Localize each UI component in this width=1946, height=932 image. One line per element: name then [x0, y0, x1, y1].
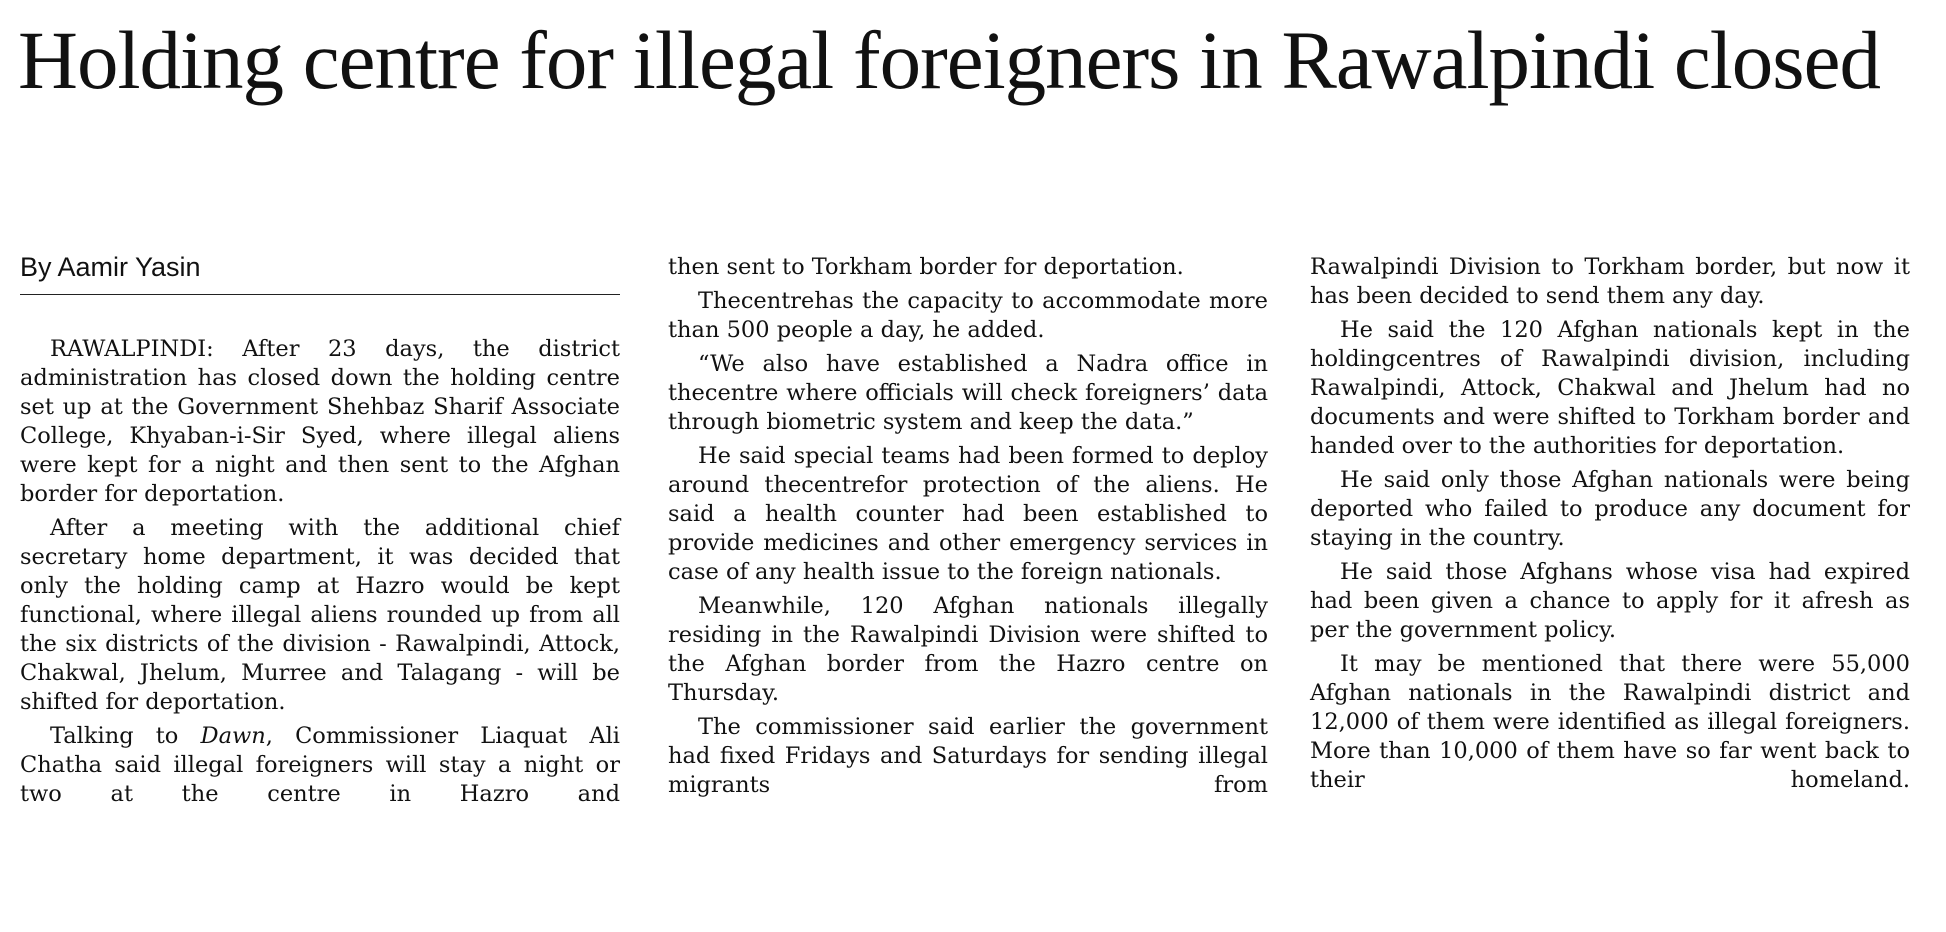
- paragraph-text: , Commissioner Liaquat Ali Chatha said illegal foreigners will stay a night or two at the centre in Hazro and: [20, 723, 620, 807]
- paragraph: “We also have established a Nadra office in thecentre where officials will check foreigners’ data through biometric system and keep the data.”: [668, 351, 1268, 435]
- paragraph: He said those Afghans whose visa had expired had been given a chance to apply for it afresh as per the government policy.: [1310, 559, 1910, 643]
- article-column-2: [668, 253, 1268, 805]
- paragraph: Thecentrehas the capacity to accommodate more than 500 people a day, he added.: [668, 288, 1268, 343]
- paragraph: [20, 722, 620, 809]
- paragraph: RAWALPINDI: After 23 days, the district administration has closed down the holding centre set up at the Government Shehbaz Sharif Associate College, Khyaban-i-Sir Syed, where illegal aliens were kept for a night and then sent to the Afghan border for deportation.: [20, 336, 620, 507]
- paragraph: He said special teams had been formed to deploy around thecentrefor protection of the aliens. He said a health counter had been established to provide medicines and other emergency services in case of any health issue to the foreign nationals.: [668, 443, 1268, 585]
- headline: Holding centre for illegal foreigners in Rawalpindi closed: [18, 14, 1880, 106]
- article-column-3: [1310, 253, 1910, 800]
- paragraph: Meanwhile, 120 Afghan nationals illegally residing in the Rawalpindi Division were shifted to the Afghan border from the Hazro centre on Thursday.: [668, 593, 1268, 706]
- paragraph: He said the 120 Afghan nationals kept in the holdingcentres of Rawalpindi division, including Rawalpindi, Attock, Chakwal and Jhelum had no documents and were shifted to Torkham border and handed over to the authorities for deportation.: [1310, 317, 1910, 459]
- paragraph: It may be mentioned that there were 55,000 Afghan nationals in the Rawalpindi district and 12,000 of them were identified as illegal foreigners. More than 10,000 of them have so far went back to their homeland.: [1310, 651, 1910, 793]
- byline: By Aamir Yasin: [20, 250, 620, 295]
- article-column-1: [20, 250, 620, 814]
- paragraph: After a meeting with the additional chief secretary home department, it was decided that only the holding camp at Hazro would be kept functional, where illegal aliens rounded up from all the six districts of the division - Rawalpindi, Attock, Chakwal, Jhelum, Murree and Talagang - will be shifted for deportation.: [20, 515, 620, 715]
- paragraph-continued: Rawalpindi Division to Torkham border, but now it has been decided to send them any day.: [1310, 254, 1910, 309]
- paragraph: He said only those Afghan nationals were being deported who failed to produce any document for staying in the country.: [1310, 467, 1910, 551]
- paragraph: The commissioner said earlier the government had fixed Fridays and Saturdays for sending illegal migrants from: [668, 714, 1268, 798]
- paragraph-text: Talking to: [50, 723, 201, 749]
- publication-name: Dawn: [200, 723, 266, 749]
- paragraph-continued: then sent to Torkham border for deportation.: [668, 254, 1184, 280]
